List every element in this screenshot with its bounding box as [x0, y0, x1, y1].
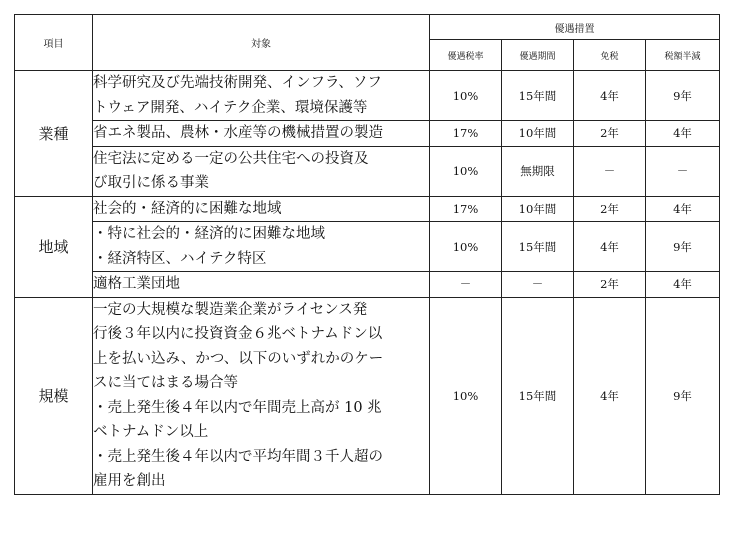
- period-cell: －: [502, 272, 574, 298]
- target-cell: [93, 71, 430, 121]
- half-cell: 4年: [646, 121, 720, 147]
- half-cell: 9年: [646, 222, 720, 272]
- target-line: 省エネ製品、農林・水産等の機械措置の製造: [93, 125, 383, 141]
- incentive-table: [14, 14, 720, 495]
- rate-cell: 17%: [430, 121, 502, 147]
- header-tax-exemption: 免税: [574, 40, 646, 71]
- category-scale: 規模: [15, 297, 93, 494]
- target-cell: [93, 196, 430, 222]
- target-line: スに当てはまる場合等: [93, 375, 238, 391]
- table-row: [15, 196, 720, 222]
- target-line: 社会的・経済的に困難な地域: [93, 200, 282, 217]
- rate-cell: 10%: [430, 222, 502, 272]
- exempt-cell: 4年: [574, 222, 646, 272]
- half-cell: 9年: [646, 297, 720, 494]
- target-line: 行後３年以内に投資資金６兆ベトナムドン以: [93, 326, 383, 342]
- rate-cell: 10%: [430, 297, 502, 494]
- table-row: [15, 121, 720, 147]
- rate-cell: －: [430, 272, 502, 298]
- header-measures: 優遇措置: [430, 15, 720, 40]
- exempt-cell: 2年: [574, 121, 646, 147]
- period-cell: 15年間: [502, 297, 574, 494]
- period-cell: 無期限: [502, 146, 574, 196]
- exempt-cell: 2年: [574, 196, 646, 222]
- target-line: ・売上発生後４年以内で平均年間３千人超の: [93, 448, 383, 465]
- target-line: 適格工業団地: [93, 276, 180, 292]
- header-item: 項目: [15, 15, 93, 71]
- category-industry: 業種: [15, 71, 93, 197]
- target-line: 上を払い込み、かつ、以下のいずれかのケー: [93, 350, 384, 367]
- half-cell: 4年: [646, 196, 720, 222]
- half-cell: －: [646, 146, 720, 196]
- header-preferential-period: 優遇期間: [502, 40, 574, 71]
- exempt-cell: 4年: [574, 297, 646, 494]
- header-target: 対象: [93, 15, 430, 71]
- target-line: 一定の大規模な製造業企業がライセンス発: [93, 301, 368, 318]
- target-line: トウェア開発、ハイテク企業、環境保護等: [93, 99, 368, 116]
- table-row: [15, 297, 720, 494]
- table-row: [15, 222, 720, 272]
- rate-cell: 17%: [430, 196, 502, 222]
- target-line: ・経済特区、ハイテク特区: [93, 250, 267, 267]
- target-line: び取引に係る事業: [93, 175, 209, 191]
- table-row: [15, 71, 720, 121]
- target-line: ベトナムドン以上: [93, 424, 209, 440]
- half-cell: 9年: [646, 71, 720, 121]
- header-preferential-rate: 優遇税率: [430, 40, 502, 71]
- rate-cell: 10%: [430, 146, 502, 196]
- target-cell: [93, 121, 430, 147]
- target-line: 雇用を創出: [93, 473, 166, 489]
- half-cell: 4年: [646, 272, 720, 298]
- category-region: 地域: [15, 196, 93, 297]
- target-cell: [93, 272, 430, 298]
- target-line: 科学研究及び先端技術開発、インフラ、ソフ: [93, 75, 382, 91]
- period-cell: 15年間: [502, 222, 574, 272]
- header-tax-halving: 税額半減: [646, 40, 720, 71]
- target-line: 住宅法に定める一定の公共住宅への投資及: [93, 150, 369, 167]
- target-cell: [93, 222, 430, 272]
- rate-cell: 10%: [430, 71, 502, 121]
- target-cell: [93, 297, 430, 494]
- exempt-cell: 4年: [574, 71, 646, 121]
- exempt-cell: －: [574, 146, 646, 196]
- exempt-cell: 2年: [574, 272, 646, 298]
- table-row: [15, 272, 720, 298]
- period-cell: 10年間: [502, 121, 574, 147]
- target-line: ・特に社会的・経済的に困難な地域: [93, 226, 325, 242]
- table-row: [15, 146, 720, 196]
- target-line: ・売上発生後４年以内で年間売上高が 10 兆: [93, 399, 382, 416]
- target-cell: [93, 146, 430, 196]
- period-cell: 10年間: [502, 196, 574, 222]
- period-cell: 15年間: [502, 71, 574, 121]
